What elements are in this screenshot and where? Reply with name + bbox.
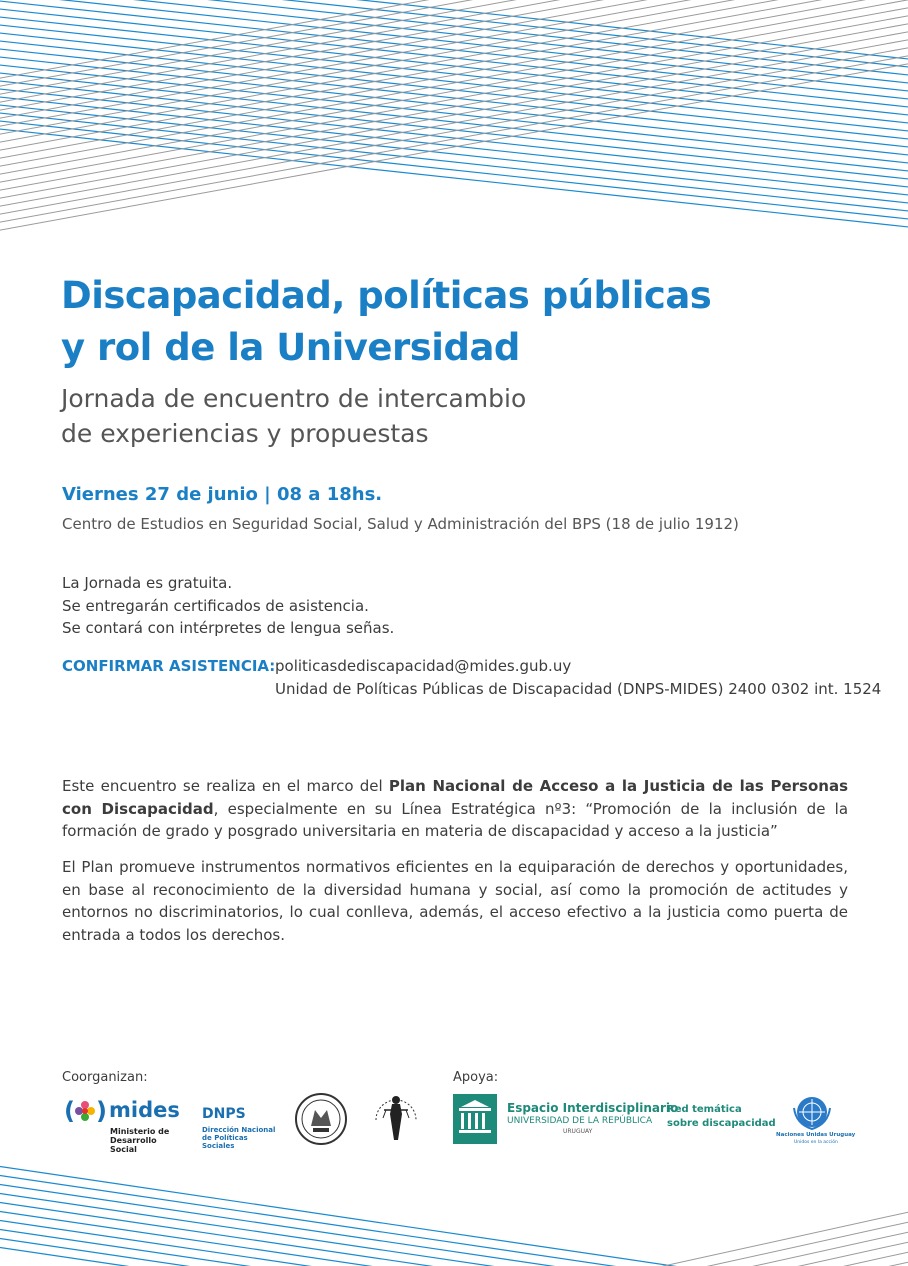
event-venue: Centro de Estudios en Seguridad Social, Salud y Administración del BPS (18 de julio 1912) bbox=[62, 515, 739, 533]
decorative-line bbox=[0, 1228, 700, 1266]
dnps-line-2: de Políticas Sociales bbox=[202, 1134, 248, 1150]
university-seal-logo bbox=[293, 1092, 349, 1146]
decorative-line bbox=[0, 1219, 700, 1266]
paragraph-plan-goals: El Plan promueve instrumentos normativos eficientes en la equiparación de derechos y oportunidades, en base al reconocimiento de la diversidad humana y social, así como la promoción de actitudes y entornos no discriminatorios, lo cual conlleva, además, el acceso efectivo a la justicia como puerta de entrada a todos los derechos. bbox=[62, 858, 848, 944]
mides-name: mides bbox=[109, 1098, 180, 1122]
dnps-logo bbox=[202, 1106, 282, 1150]
espacio-line-3: URUGUAY bbox=[563, 1128, 593, 1135]
paragraph-plan-rest: , especialmente en su Línea Estratégica nº3: “Promoción de la inclusión de la formación de grado y posgrado universitaria en materia de discapacidad y acceso a la justicia” bbox=[62, 799, 849, 840]
svg-text:(: ( bbox=[64, 1097, 75, 1125]
decorative-line bbox=[600, 1210, 908, 1266]
confirm-email-link[interactable]: politicasdediscapacidad@mides.gub.uy bbox=[275, 657, 572, 675]
un-line-2: Unidos en la acción bbox=[794, 1140, 838, 1145]
coorganizan-label: Coorganizan: bbox=[62, 1070, 148, 1085]
event-date: Viernes 27 de junio | 08 a 18hs. bbox=[62, 484, 383, 505]
bottom-decorative-lines bbox=[0, 1160, 908, 1266]
title-line-1: Discapacidad, políticas públicas bbox=[61, 274, 712, 317]
mides-flower-icon bbox=[64, 1096, 108, 1126]
mides-line-1: Ministerio de bbox=[110, 1127, 170, 1136]
dnps-name: DNPS bbox=[202, 1106, 246, 1122]
plan-name: Plan Nacional de Acceso a la Justicia de las Personas con Discapacidad bbox=[62, 777, 848, 818]
decorative-line bbox=[600, 1230, 908, 1266]
facultad-derecho-logo bbox=[370, 1090, 422, 1146]
info-line: La Jornada es gratuita. bbox=[62, 574, 233, 592]
title-line-2: y rol de la Universidad bbox=[61, 326, 520, 369]
mides-line-2: Desarrollo Social bbox=[110, 1136, 157, 1154]
event-info bbox=[62, 572, 394, 640]
subtitle-line-2: de experiencias y propuestas bbox=[61, 419, 429, 448]
building-icon bbox=[453, 1094, 497, 1144]
paragraph-plan-intro: Este encuentro se realiza en el marco del bbox=[62, 777, 389, 795]
decorative-line bbox=[600, 1260, 908, 1266]
svg-text:): ) bbox=[96, 1097, 107, 1125]
confirm-unit: Unidad de Políticas Públicas de Discapacidad (DNPS-MIDES) 2400 0302 int. 1524 bbox=[275, 680, 882, 698]
mides-logo bbox=[64, 1096, 184, 1154]
decorative-line bbox=[0, 0, 908, 92]
info-line: Se entregarán certificados de asistencia. bbox=[62, 596, 369, 615]
top-decorative-lines bbox=[0, 0, 908, 240]
espacio-interdisciplinario-logo bbox=[453, 1094, 679, 1146]
decorative-line bbox=[0, 1165, 700, 1266]
red-line-1: Red temática bbox=[667, 1104, 742, 1115]
decorative-line bbox=[0, 1201, 700, 1266]
un-emblem-icon bbox=[790, 1094, 834, 1132]
decorative-line bbox=[0, 1174, 700, 1266]
red-tematica-logo bbox=[667, 1103, 776, 1131]
info-line: Se contará con intérpretes de lengua señas. bbox=[62, 619, 395, 637]
apoya-label: Apoya: bbox=[453, 1070, 499, 1085]
subtitle bbox=[61, 381, 881, 451]
espacio-line-1: Espacio Interdisciplinario bbox=[507, 1101, 679, 1115]
paragraph-plan bbox=[62, 775, 848, 843]
un-line-1: Naciones Unidas Uruguay bbox=[776, 1132, 856, 1138]
red-line-2: sobre discapacidad bbox=[667, 1118, 776, 1129]
decorative-line bbox=[0, 128, 908, 228]
decorative-line bbox=[0, 1237, 700, 1266]
dnps-line-1: Dirección Nacional bbox=[202, 1126, 276, 1134]
espacio-line-2: UNIVERSIDAD DE LA REPÚBLICA bbox=[507, 1116, 653, 1126]
subtitle-line-1: Jornada de encuentro de intercambio bbox=[61, 384, 527, 413]
page-title bbox=[61, 270, 881, 374]
decorative-line bbox=[600, 1220, 908, 1266]
confirm-label: CONFIRMAR ASISTENCIA: bbox=[62, 657, 276, 675]
naciones-unidas-logo bbox=[776, 1094, 856, 1148]
